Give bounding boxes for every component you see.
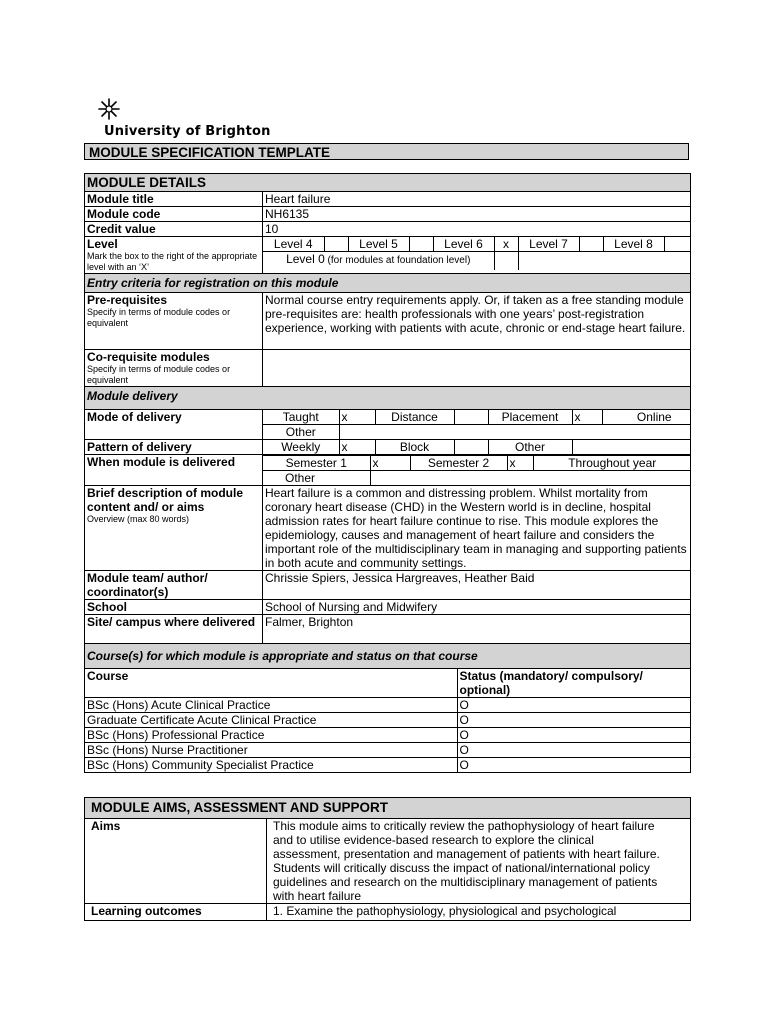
team-value: Chrissie Spiers, Jessica Hargreaves, Heather Baid	[263, 571, 691, 600]
aims-label: Aims	[85, 819, 267, 904]
mode-label: Mode of delivery	[85, 410, 263, 440]
template-title: MODULE SPECIFICATION TEMPLATE	[84, 143, 689, 160]
courses-table	[85, 669, 691, 772]
pattern-block-label: Block	[375, 440, 454, 454]
level-label: Level	[87, 237, 118, 251]
status-row-2: O	[457, 713, 691, 728]
outcomes-first: 1. Examine the pathophysiology, physiological and psychological	[267, 904, 691, 921]
level-0-note: (for modules at foundation level)	[324, 255, 471, 266]
module-title-value: Heart failure	[263, 192, 691, 207]
school-value: School of Nursing and Midwifery	[263, 600, 691, 615]
status-row-5: O	[457, 758, 691, 773]
level-5-label: Level 5	[348, 237, 409, 252]
prereq-label: Pre-requisites	[87, 293, 168, 307]
coreq-label: Co-requisite modules	[87, 350, 210, 364]
mode-other-blank	[339, 425, 691, 440]
level-grid-cell	[263, 237, 691, 274]
credit-value-label: Credit value	[85, 222, 263, 237]
level-4-box[interactable]	[324, 237, 348, 252]
pattern-other-box[interactable]	[572, 440, 691, 454]
mode-other-label: Other	[263, 425, 339, 440]
course-row-1: BSc (Hons) Acute Clinical Practice	[85, 698, 457, 713]
coreq-label-cell	[85, 350, 263, 387]
school-label: School	[85, 600, 263, 615]
pattern-label: Pattern of delivery	[85, 440, 263, 455]
coreq-value	[263, 350, 691, 387]
when-semester2-box[interactable]: x	[507, 456, 533, 471]
pattern-weekly-box[interactable]: x	[339, 440, 375, 454]
mode-grid-cell	[263, 410, 691, 440]
level-4-label: Level 4	[263, 237, 324, 252]
course-row-4: BSc (Hons) Nurse Practitioner	[85, 743, 457, 758]
when-other-label: Other	[263, 471, 370, 486]
when-semester1-box[interactable]: x	[370, 456, 410, 471]
entry-criteria-heading: Entry criteria for registration on this module	[85, 274, 691, 293]
when-grid	[263, 455, 691, 485]
mode-distance-box[interactable]	[454, 410, 488, 425]
status-row-3: O	[457, 728, 691, 743]
site-value: Falmer, Brighton	[263, 615, 691, 644]
level-5-box[interactable]	[409, 237, 433, 252]
module-code-value: NH6135	[263, 207, 691, 222]
pattern-weekly-label: Weekly	[263, 440, 339, 454]
credit-value-value: 10	[263, 222, 691, 237]
status-header: Status (mandatory/ compulsory/ optional)	[457, 669, 691, 698]
level-6-label: Level 6	[433, 237, 494, 252]
course-row-5: BSc (Hons) Community Specialist Practice	[85, 758, 457, 773]
level-8-box[interactable]	[664, 237, 691, 252]
brief-value: Heart failure is a common and distressing problem. Whilst mortality from coronary heart disease (CHD) in the Western world is in decline, hospital admission rates for heart failure continue to rise. This module explores the epidemiology, causes and management of heart failure and considers the important role of the multidisciplinary team in managing and supporting patients in both acute and community settings.	[263, 486, 691, 571]
level-6-box[interactable]: x	[494, 237, 518, 252]
coreq-note: Specify in terms of module codes or equivalent	[87, 364, 231, 385]
when-throughout-label: Throughout year	[533, 456, 691, 471]
module-delivery-heading: Module delivery	[85, 387, 691, 410]
prereq-value: Normal course entry requirements apply. Or, if taken as a free standing module pre-requisites are: health professionals with one years’ post-registration experience, working with patients with acute, chronic or end-stage heart failure.	[263, 293, 691, 350]
level-8-label: Level 8	[603, 237, 664, 252]
aims-value: This module aims to critically review the pathophysiology of heart failure and to utilise evidence-based research to explore the clinical assessment, presentation and management of patients with heart failure. Students will critically discuss the impact of national/international policy guidelines and research on the multidisciplinary management of patients with heart failure	[267, 819, 691, 904]
prereq-label-cell	[85, 293, 263, 350]
module-details-table	[84, 173, 691, 773]
site-label: Site/ campus where delivered	[85, 615, 263, 644]
when-other-blank	[370, 471, 691, 486]
module-details-heading: MODULE DETAILS	[85, 174, 691, 192]
when-grid-cell	[263, 455, 691, 486]
brief-label: Brief description of module content and/ or aims	[87, 486, 244, 514]
pattern-other-label: Other	[488, 440, 572, 454]
course-row-3: BSc (Hons) Professional Practice	[85, 728, 457, 743]
when-semester1-label: Semester 1	[263, 456, 370, 471]
module-title-label: Module title	[85, 192, 263, 207]
level-0-cell	[263, 252, 494, 271]
brief-label-cell	[85, 486, 263, 571]
status-row-1: O	[457, 698, 691, 713]
mode-distance-label: Distance	[375, 410, 454, 425]
prereq-note: Specify in terms of module codes or equivalent	[87, 307, 231, 328]
mode-placement-label: Placement	[488, 410, 572, 425]
when-label: When module is delivered	[85, 455, 263, 486]
university-name: University of Brighton	[104, 124, 271, 139]
level-7-box[interactable]	[579, 237, 603, 252]
pattern-grid-cell	[263, 440, 691, 455]
when-semester2-label: Semester 2	[410, 456, 507, 471]
level-0-blank	[518, 252, 691, 271]
mode-taught-box[interactable]: x	[339, 410, 375, 425]
level-0-box[interactable]	[494, 252, 518, 271]
star-logo-icon	[98, 98, 120, 120]
outcomes-label: Learning outcomes	[85, 904, 267, 921]
pattern-grid	[263, 440, 691, 454]
course-row-2: Graduate Certificate Acute Clinical Practice	[85, 713, 457, 728]
level-grid	[263, 237, 691, 270]
courses-heading: Course(s) for which module is appropriate and status on that course	[85, 644, 691, 669]
pattern-block-box[interactable]	[454, 440, 488, 454]
brief-note: Overview (max 80 words)	[87, 514, 190, 524]
mode-placement-box[interactable]: x	[572, 410, 602, 425]
level-note: Mark the box to the right of the appropriate level with an ‘X’	[87, 251, 258, 272]
team-label: Module team/ author/ coordinator(s)	[85, 571, 263, 600]
status-row-4: O	[457, 743, 691, 758]
module-aims-heading: MODULE AIMS, ASSESSMENT AND SUPPORT	[85, 798, 691, 819]
course-header: Course	[85, 669, 457, 698]
courses-grid-cell	[85, 669, 691, 773]
module-code-label: Module code	[85, 207, 263, 222]
level-label-cell	[85, 237, 263, 274]
level-7-label: Level 7	[518, 237, 579, 252]
mode-online-label: Online	[602, 410, 691, 425]
level-0-label: Level 0	[286, 252, 325, 266]
mode-grid	[263, 410, 691, 439]
mode-taught-label: Taught	[263, 410, 339, 425]
module-aims-table	[84, 797, 691, 921]
